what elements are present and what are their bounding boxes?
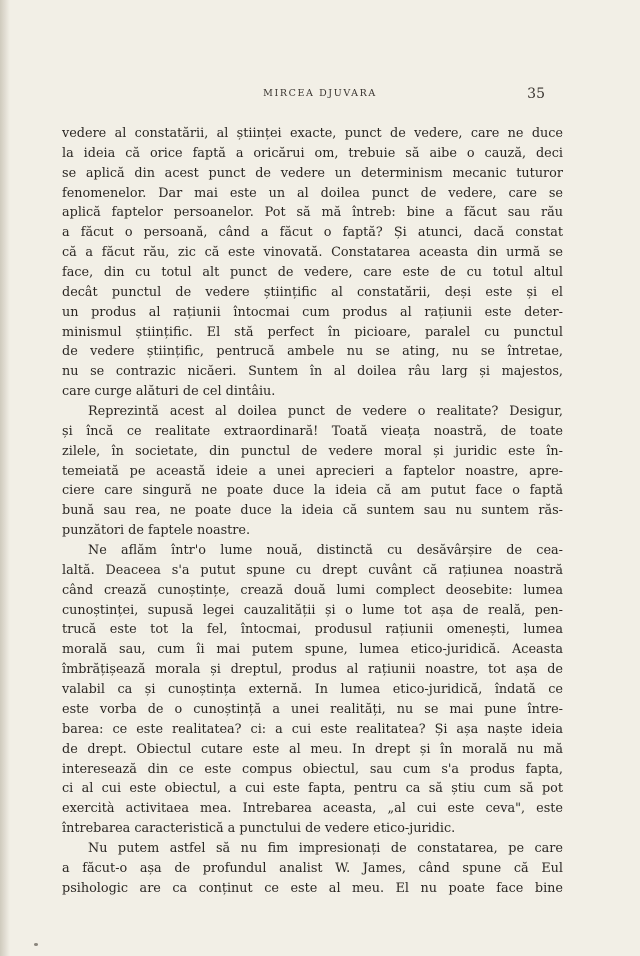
text-line: un produs al rațiunii întocmai cum produs al rațiunii este deter- [62,304,563,320]
page-gutter-shadow [0,0,10,956]
text-line: aplică faptelor persoanelor. Pot să mă întreb: bine a făcut sau rău [62,205,563,221]
text-line: care curge alături de cel dintâiu. [62,384,276,400]
text-line: că a făcut rău, zic că este vinovată. Constatarea aceasta din urmă se [62,245,563,261]
text-line: Nu putem astfel să nu fim impresionați de constatarea, pe care [88,840,563,856]
text-line: exercità activitaea mea. Intrebarea aceasta, „al cui este ceva", este [62,801,563,817]
running-head: MIRCEA DJUVARA [263,88,377,99]
text-line: nu se contrazic nicăeri. Suntem în al doilea râu larg și majestos, [62,364,563,380]
text-line: Ne aflăm într'o lume nouă, distinctă cu desăvârșire de cea- [88,543,563,559]
text-line: când crează cunoștințe, crează două lumi complect deosebite: lumea [62,582,563,598]
text-line: minismul științific. El stă perfect în picioare, paralel cu punctul [62,324,563,340]
text-line: a făcut-o așa de profundul analist W. James, când spune că Eul [62,860,563,876]
text-line: întrebarea caracteristică a punctului de vedere etico-juridic. [62,821,456,837]
text-line: ci al cui este obiectul, a cui este fapta, pentru ca să știu cum să pot [62,781,563,797]
text-line: decât punctul de vedere științific al constatării, deși este și el [62,284,563,300]
body-text [62,124,563,899]
paper-speck [34,943,38,946]
text-line: interesează din ce este compus obiectul, sau cum s'a produs fapta, [62,761,563,777]
text-line: de vedere științific, pentrucă ambele nu se ating, nu se întretae, [62,344,563,360]
text-line: valabil ca și cunoștința externă. In lumea etico-juridică, îndată ce [62,682,563,698]
text-line: punzători de faptele noastre. [62,523,251,539]
text-line: cunoștinței, supusă legei cauzalității și o lume tot așa de reală, pen- [62,602,563,618]
text-line: vedere al constatării, al științei exacte, punct de vedere, care ne duce [62,126,563,141]
text-line: de drept. Obiectul cutare este al meu. In drept și în morală nu mă [62,741,563,757]
text-line: trucă este tot la fel, întocmai, produsul rațiunii omenești, lumea [62,622,563,638]
text-line: laltă. Deaceea s'a putut spune cu drept cuvânt că rațiunea noastră [62,562,563,578]
text-line: îmbrățișează morala și dreptul, produs al rațiunii noastre, tot așa de [62,662,563,678]
text-line: este vorba de o cunoștință a unei realități, nu se mai pune între- [62,701,563,717]
text-line: ciere care singură ne poate duce la ideia că am putut face o faptă [62,483,563,499]
text-line: morală sau, cum îi mai putem spune, lumea etico-juridică. Aceasta [62,642,563,658]
text-line: a făcut o persoană, când a făcut o faptă? Și atunci, dacă constat [62,225,563,241]
page-header [0,88,640,108]
text-line: la ideia că orice faptă a oricărui om, trebuie să aibe o cauză, deci [62,145,563,161]
text-line: psihologic are ca conținut ce este al meu. El nu poate face bine [62,880,563,896]
text-line: și încă ce realitate extraordinară! Toată vieața noastră, de toate [62,423,563,439]
text-line: se aplică din acest punct de vedere un determinism mecanic tuturor [62,165,563,181]
text-line: Reprezintă acest al doilea punct de vedere o realitate? Desigur, [88,404,563,420]
text-line: temeiată pe această ideie a unei aprecieri a faptelor noastre, apre- [62,463,563,479]
text-line: zilele, în societate, din punctul de vedere moral și juridic este în- [62,443,563,459]
text-line: barea: ce este realitatea? ci: a cui este realitatea? Și așa naște ideia [62,721,563,737]
text-line: fenomenelor. Dar mai este un al doilea punct de vedere, care se [62,185,563,201]
page-number: 35 [527,86,545,102]
text-line: face, din cu totul alt punct de vedere, care este de cu totul altul [62,265,563,281]
text-line: bună sau rea, ne poate duce la ideia că suntem sau nu suntem răs- [62,503,563,519]
